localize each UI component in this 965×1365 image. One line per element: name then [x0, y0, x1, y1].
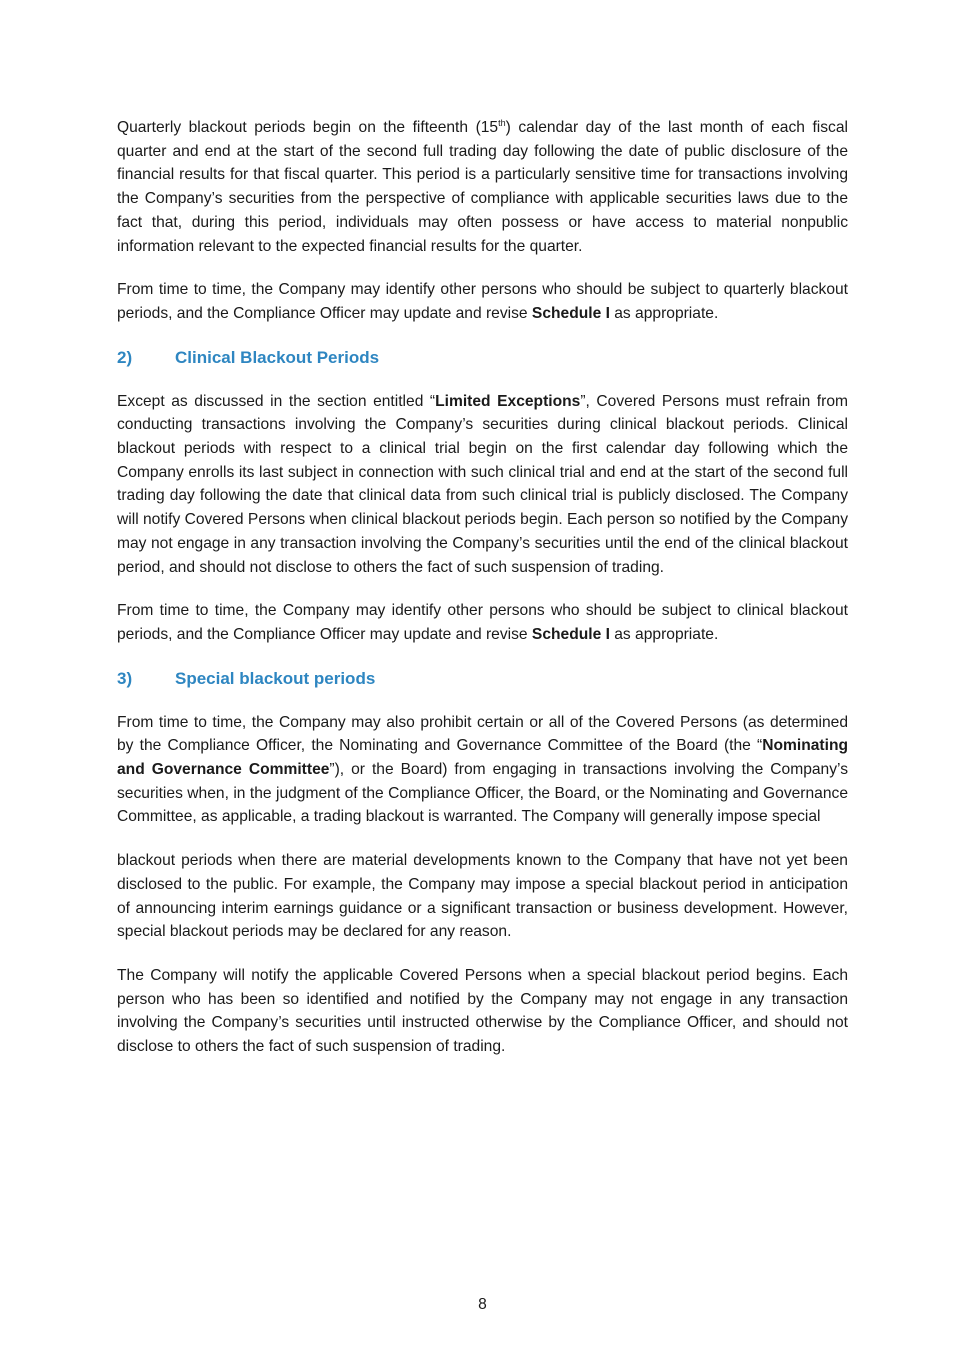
text: ”), or the Board) from engaging in transactions involving the Company’s securities when, in the judgment of the Compliance Officer, the Board, or the Nominating and Governance Committee, as applicable, a trading blackout is warranted. The Company will generally impose special — [117, 761, 848, 826]
page-number: 8 — [478, 1296, 487, 1313]
text: From time to time, the Company may identify other persons who should be subject to quarterly blackout periods, and the Compliance Officer may update and revise — [117, 281, 848, 322]
section-title: Clinical Blackout Periods — [175, 347, 380, 367]
text: as appropriate. — [609, 625, 719, 643]
section-heading-clinical — [117, 346, 848, 370]
text: as appropriate. — [609, 304, 719, 322]
text: From time to time, the Company may identify other persons who should be subject to clinical blackout periods, and the Compliance Officer may update and revise — [117, 602, 848, 643]
section-heading-special — [117, 667, 848, 691]
text: From time to time, the Company may also prohibit certain or all of the Covered Persons (as determined by the Compliance Officer, the Nominating and Governance Committee of the Board (the “ — [117, 713, 848, 755]
bold-term: Schedule I — [531, 625, 610, 643]
bold-term: Limited Exceptions — [435, 392, 581, 410]
paragraph-special-blackout — [117, 711, 848, 830]
section-number: 2) — [117, 347, 133, 367]
bold-term: Schedule I — [531, 304, 610, 322]
section-number: 3) — [117, 668, 133, 688]
bold-term: Nominating and Governance Committee — [117, 737, 848, 779]
section-title: Special blackout periods — [175, 668, 376, 688]
paragraph-quarterly-blackout — [117, 116, 848, 258]
paragraph-special-notify: The Company will notify the applicable Covered Persons when a special blackout period begins. Each person who has been so identified and notified by the Company may not engage in any transaction involving the Company’s securities until instructed otherwise by the Compliance Officer, and should not disclose to others the fact of such suspension of trading. — [117, 966, 848, 1056]
text: Except as discussed in the section entitled “ — [117, 392, 436, 410]
document-page — [117, 116, 848, 1079]
paragraph-clinical-other-persons — [117, 599, 848, 646]
text: ) calendar day of the last month of each fiscal quarter and end at the start of the second full trading day following the date of public disclosure of the financial results for that fiscal quarter. This period is a particularly sensitive time for transactions involving the Company’s securities from the perspective of compliance with applicable securities laws due to the fact that, during this period, individuals may often possess or have access to material nonpublic information relevant to the expected financial results for the quarter. — [117, 119, 848, 255]
paragraph-quarterly-other-persons — [117, 278, 848, 325]
superscript: th — [498, 117, 506, 128]
text: ”, Covered Persons must refrain from conducting transactions involving the Company’s securities during clinical blackout periods. Clinical blackout periods with respect to a clinical trial begin on the first calendar day following which the Company enrolls its last subject in connection with such clinical trial and end at the start of the second full trading day following the date that clinical data from such clinical trial is publicly disclosed. The Company will notify Covered Persons when clinical blackout periods begin. Each person so notified by the Company may not engage in any transaction involving the Company’s securities until the end of the clinical blackout period, and should not disclose to others the fact of such suspension of trading. — [117, 392, 848, 576]
paragraph-special-developments: blackout periods when there are material developments known to the Company that have not yet been disclosed to the public. For example, the Company may impose a special blackout period in anticipation of announcing interim earnings guidance or a significant transaction or business development. However, special blackout periods may be declared for any reason. — [117, 852, 848, 941]
text: Quarterly blackout periods begin on the fifteenth (15 — [117, 119, 499, 136]
paragraph-clinical-blackout — [117, 390, 848, 580]
